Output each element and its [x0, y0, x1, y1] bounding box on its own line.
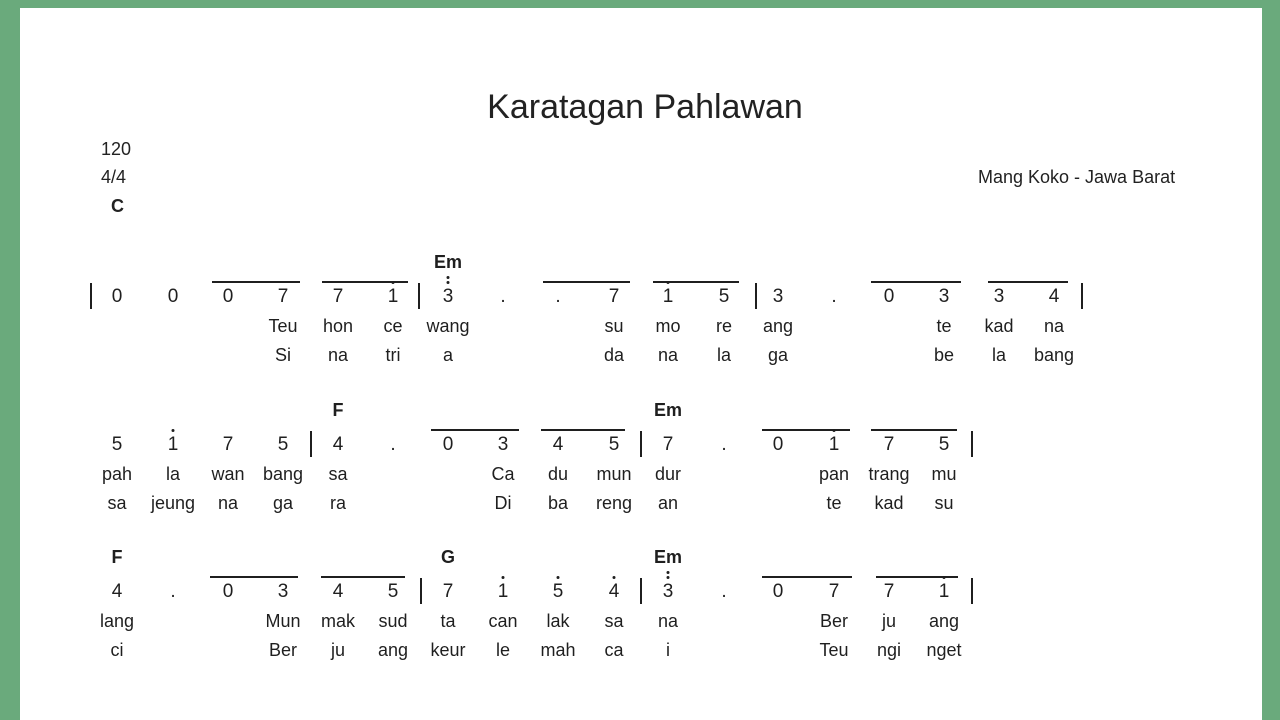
octave-dot [667, 576, 670, 579]
note-number: 4 [552, 434, 564, 455]
lyric-syllable: nget [926, 640, 962, 660]
lyric-syllable: mah [540, 640, 576, 660]
lyric-syllable: te [936, 316, 952, 336]
note-number: 4 [332, 434, 344, 455]
chord-symbol: F [332, 400, 344, 420]
lyric-syllable: trang [868, 464, 910, 484]
note-number: 4 [111, 581, 123, 602]
note-number: 1 [387, 286, 399, 307]
beam-line [322, 281, 408, 283]
lyric-syllable: Ber [819, 611, 849, 631]
note-number: . [555, 286, 561, 307]
lyric-syllable: na [1043, 316, 1065, 336]
note-number: 5 [111, 434, 123, 455]
lyric-syllable: ang [377, 640, 409, 660]
beam-line [321, 576, 405, 578]
lyric-syllable: la [716, 345, 732, 365]
bar-line [971, 578, 973, 604]
note-number: 0 [772, 434, 784, 455]
note-number: 1 [497, 581, 509, 602]
time-signature: 4/4 [101, 167, 127, 187]
composer-credit: Mang Koko - Jawa Barat [978, 167, 1176, 187]
lyric-syllable: ju [881, 611, 897, 631]
lyric-syllable: ce [383, 316, 403, 336]
note-number: 7 [222, 434, 234, 455]
note-number: . [500, 286, 506, 307]
beam-line [210, 576, 298, 578]
note-number: 3 [993, 286, 1005, 307]
octave-dot [447, 281, 450, 284]
lyric-syllable: ang [762, 316, 794, 336]
note-number: 0 [167, 286, 179, 307]
lyric-syllable: wan [211, 464, 245, 484]
lyric-syllable: Teu [268, 316, 298, 336]
note-number: 7 [883, 581, 895, 602]
bar-line [418, 283, 420, 309]
lyric-syllable: ang [928, 611, 960, 631]
note-number: 5 [718, 286, 730, 307]
song-title: Karatagan Pahlawan [487, 88, 803, 126]
lyric-syllable: sa [604, 611, 624, 631]
note-number: 3 [277, 581, 289, 602]
lyric-syllable: pah [101, 464, 133, 484]
lyric-syllable: du [547, 464, 569, 484]
octave-dot [833, 429, 836, 432]
chord-symbol: F [111, 547, 123, 567]
bar-line [640, 431, 642, 457]
lyric-syllable: can [488, 611, 518, 631]
lyric-syllable: ngi [876, 640, 902, 660]
bar-line [310, 431, 312, 457]
lyric-syllable: na [657, 611, 679, 631]
lyric-syllable: bang [1033, 345, 1075, 365]
tempo-marking: 120 [101, 139, 132, 159]
note-number: 0 [772, 581, 784, 602]
note-number: 4 [1048, 286, 1060, 307]
lyric-syllable: be [933, 345, 955, 365]
bar-line [90, 283, 92, 309]
lyric-syllable: mo [655, 316, 681, 336]
lyric-syllable: lak [546, 611, 570, 631]
note-number: . [170, 581, 176, 602]
lyric-syllable: lang [99, 611, 135, 631]
lyric-syllable: mun [596, 464, 632, 484]
note-number: 7 [277, 286, 289, 307]
note-number: 1 [167, 434, 179, 455]
beam-line [871, 429, 957, 431]
note-number: 0 [442, 434, 454, 455]
note-number: . [390, 434, 396, 455]
lyric-syllable: pan [818, 464, 850, 484]
note-number: 7 [883, 434, 895, 455]
note-number: 4 [332, 581, 344, 602]
bar-line [755, 283, 757, 309]
lyric-syllable: ta [440, 611, 456, 631]
lyric-syllable: tri [385, 345, 401, 365]
lyric-syllable: sud [378, 611, 408, 631]
beam-line [876, 576, 958, 578]
lyric-syllable: ca [604, 640, 624, 660]
lyric-syllable: sa [107, 493, 127, 513]
note-number: 4 [608, 581, 620, 602]
lyric-syllable: a [442, 345, 454, 365]
note-number: 3 [442, 286, 454, 307]
note-number: . [721, 434, 727, 455]
beam-line [541, 429, 625, 431]
octave-dot [943, 576, 946, 579]
note-number: 7 [662, 434, 674, 455]
beam-line [543, 281, 630, 283]
note-number: 3 [772, 286, 784, 307]
lyric-syllable: Di [494, 493, 512, 513]
note-number: 0 [222, 286, 234, 307]
beam-line [762, 576, 852, 578]
chord-symbol: Em [653, 400, 683, 420]
note-number: 7 [608, 286, 620, 307]
chord-symbol: G [440, 547, 456, 567]
lyric-syllable: ci [110, 640, 124, 660]
octave-dot [667, 571, 670, 574]
beam-line [988, 281, 1068, 283]
lyric-syllable: bang [262, 464, 304, 484]
lyric-syllable: su [934, 493, 954, 513]
lyric-syllable: la [165, 464, 181, 484]
note-number: 5 [938, 434, 950, 455]
lyric-syllable: ba [547, 493, 569, 513]
note-number: . [831, 286, 837, 307]
octave-dot [502, 576, 505, 579]
lyric-syllable: dur [654, 464, 682, 484]
lyric-syllable: reng [595, 493, 633, 513]
bar-line [640, 578, 642, 604]
note-number: 0 [111, 286, 123, 307]
lyric-syllable: wang [426, 316, 470, 336]
octave-dot [392, 281, 395, 284]
lyric-syllable: i [666, 640, 670, 660]
lyric-syllable: keur [430, 640, 466, 660]
lyric-syllable: na [657, 345, 679, 365]
lyric-syllable: na [327, 345, 349, 365]
lyric-syllable: da [603, 345, 625, 365]
note-number: 1 [662, 286, 674, 307]
octave-dot [557, 576, 560, 579]
lyric-syllable: mak [320, 611, 356, 631]
bar-line [1081, 283, 1083, 309]
note-number: 5 [552, 581, 564, 602]
beam-line [431, 429, 519, 431]
lyric-syllable: jeung [150, 493, 196, 513]
lyric-syllable: ga [272, 493, 294, 513]
note-number: . [721, 581, 727, 602]
lyric-syllable: le [495, 640, 511, 660]
note-number: 3 [662, 581, 674, 602]
lyric-syllable: an [657, 493, 679, 513]
note-number: 0 [222, 581, 234, 602]
lyric-syllable: na [217, 493, 239, 513]
lyric-syllable: sa [328, 464, 348, 484]
lyric-syllable: kad [984, 316, 1014, 336]
note-number: 5 [277, 434, 289, 455]
note-number: 5 [608, 434, 620, 455]
note-number: 3 [497, 434, 509, 455]
lyric-syllable: re [715, 316, 733, 336]
beam-line [212, 281, 300, 283]
lyric-syllable: Ca [491, 464, 515, 484]
chord-symbol: Em [433, 252, 463, 272]
note-number: 5 [387, 581, 399, 602]
lyric-syllable: ga [767, 345, 789, 365]
octave-dot [172, 429, 175, 432]
bar-line [420, 578, 422, 604]
chord-symbol: Em [653, 547, 683, 567]
note-number: 0 [883, 286, 895, 307]
lyric-syllable: mu [931, 464, 957, 484]
note-number: 7 [828, 581, 840, 602]
lyric-syllable: hon [322, 316, 354, 336]
lyric-syllable: su [604, 316, 624, 336]
note-number: 1 [938, 581, 950, 602]
note-number: 7 [332, 286, 344, 307]
bar-line [971, 431, 973, 457]
lyric-syllable: Ber [268, 640, 298, 660]
note-number: 3 [938, 286, 950, 307]
lyric-syllable: Mun [265, 611, 301, 631]
octave-dot [667, 281, 670, 284]
note-number: 1 [828, 434, 840, 455]
lyric-syllable: te [826, 493, 842, 513]
lyric-syllable: Teu [819, 640, 849, 660]
lyric-syllable: ra [329, 493, 347, 513]
octave-dot [447, 276, 450, 279]
lyric-syllable: kad [874, 493, 904, 513]
note-number: 7 [442, 581, 454, 602]
octave-dot [613, 576, 616, 579]
key-signature: C [111, 196, 124, 216]
beam-line [762, 429, 850, 431]
beam-line [871, 281, 961, 283]
lyric-syllable: Si [274, 345, 292, 365]
lyric-syllable: ju [330, 640, 346, 660]
lyric-syllable: la [991, 345, 1007, 365]
